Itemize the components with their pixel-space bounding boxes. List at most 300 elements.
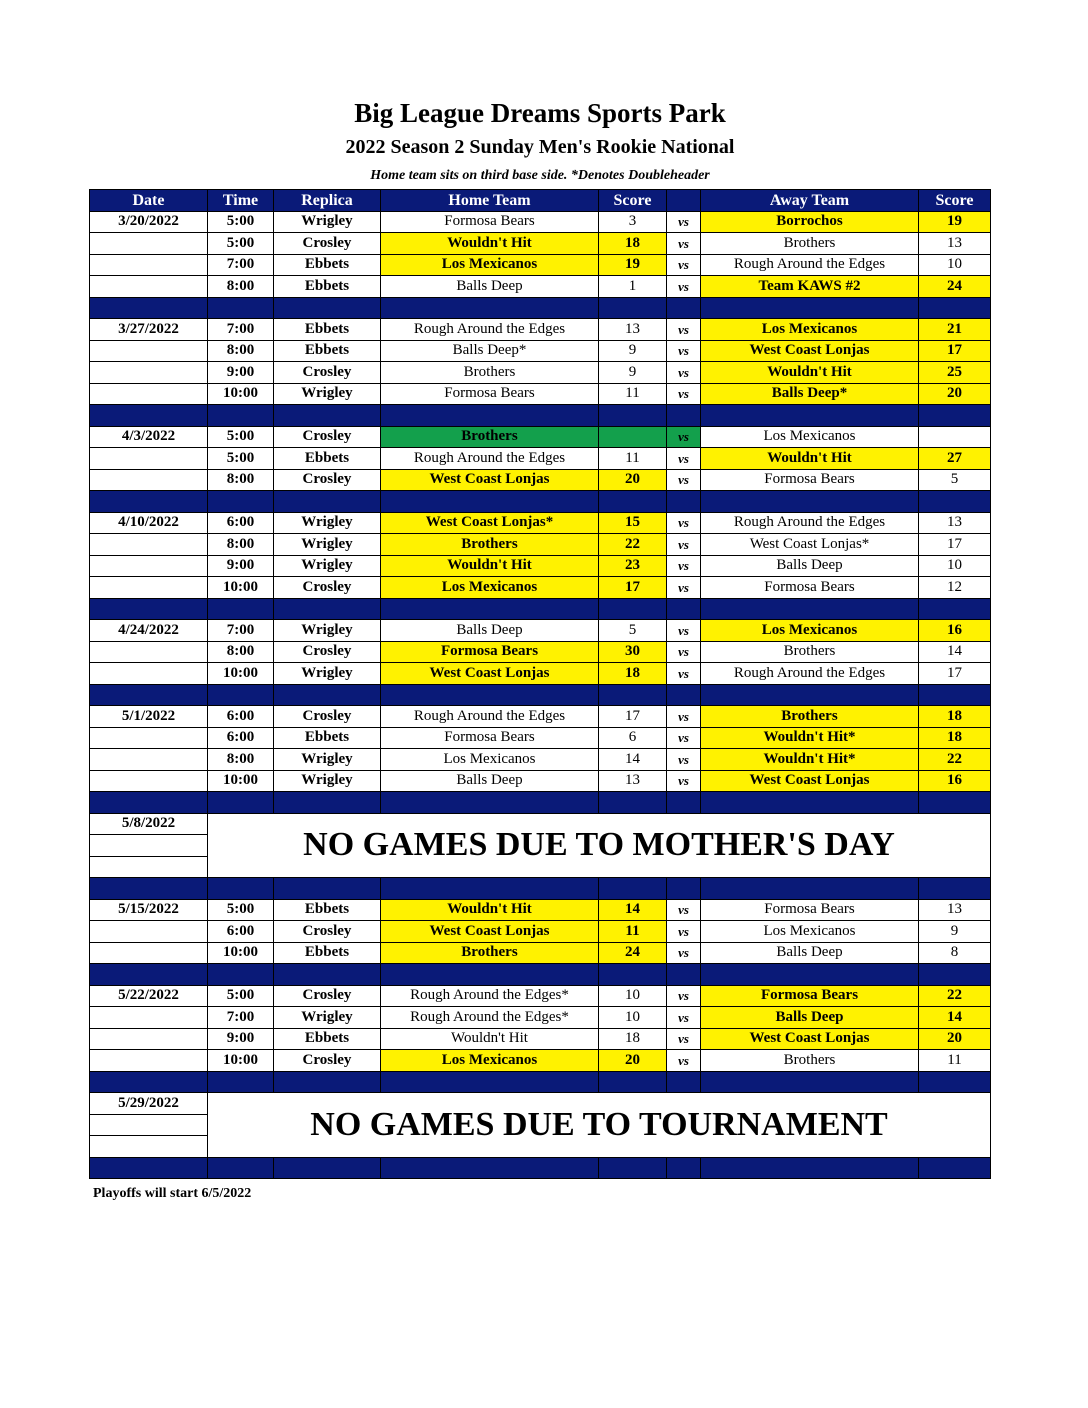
away-team: Rough Around the Edges bbox=[701, 663, 919, 685]
separator-cell bbox=[599, 598, 667, 620]
game-time: 7:00 bbox=[208, 254, 274, 276]
vs-label: vs bbox=[667, 233, 701, 255]
away-score: 13 bbox=[919, 899, 991, 921]
field-name: Crosley bbox=[274, 1050, 381, 1072]
home-score: 11 bbox=[599, 921, 667, 943]
game-time: 6:00 bbox=[208, 706, 274, 728]
away-team: Los Mexicanos bbox=[701, 426, 919, 448]
game-time: 7:00 bbox=[208, 620, 274, 642]
separator-cell bbox=[208, 598, 274, 620]
game-row bbox=[90, 1028, 991, 1050]
away-team: West Coast Lonjas bbox=[701, 340, 919, 362]
home-score: 15 bbox=[599, 512, 667, 534]
week-date: 3/27/2022 bbox=[90, 319, 208, 341]
game-row bbox=[90, 340, 991, 362]
game-time: 6:00 bbox=[208, 921, 274, 943]
vs-label: vs bbox=[667, 534, 701, 556]
vs-label: vs bbox=[667, 899, 701, 921]
away-team: Rough Around the Edges bbox=[701, 512, 919, 534]
game-row bbox=[90, 899, 991, 921]
game-time: 5:00 bbox=[208, 211, 274, 233]
separator-row bbox=[90, 1071, 991, 1093]
game-time: 10:00 bbox=[208, 1050, 274, 1072]
date-cell bbox=[90, 276, 208, 298]
field-name: Ebbets bbox=[274, 340, 381, 362]
field-name: Wrigley bbox=[274, 512, 381, 534]
separator-cell bbox=[208, 405, 274, 427]
away-team: Los Mexicanos bbox=[701, 620, 919, 642]
away-score: 8 bbox=[919, 942, 991, 964]
home-team: Rough Around the Edges* bbox=[381, 985, 599, 1007]
home-score: 14 bbox=[599, 899, 667, 921]
game-row bbox=[90, 426, 991, 448]
home-score: 1 bbox=[599, 276, 667, 298]
separator-cell bbox=[701, 684, 919, 706]
separator-row bbox=[90, 491, 991, 513]
date-cell bbox=[90, 770, 208, 792]
separator-row bbox=[90, 792, 991, 814]
separator-cell bbox=[381, 491, 599, 513]
away-score: 18 bbox=[919, 706, 991, 728]
field-name: Crosley bbox=[274, 362, 381, 384]
vs-label: vs bbox=[667, 211, 701, 233]
field-name: Ebbets bbox=[274, 727, 381, 749]
separator-cell bbox=[274, 598, 381, 620]
away-score: 5 bbox=[919, 469, 991, 491]
home-team: West Coast Lonjas bbox=[381, 921, 599, 943]
game-row bbox=[90, 512, 991, 534]
header-row bbox=[90, 190, 991, 212]
week-date: 5/29/2022 bbox=[90, 1093, 208, 1115]
no-games-notice: NO GAMES DUE TO TOURNAMENT bbox=[208, 1093, 991, 1158]
game-row bbox=[90, 577, 991, 599]
vs-label: vs bbox=[667, 663, 701, 685]
vs-label: vs bbox=[667, 254, 701, 276]
separator-cell bbox=[599, 297, 667, 319]
field-name: Wrigley bbox=[274, 1007, 381, 1029]
separator-cell bbox=[274, 1071, 381, 1093]
away-score: 13 bbox=[919, 233, 991, 255]
field-name: Ebbets bbox=[274, 276, 381, 298]
home-team: Balls Deep* bbox=[381, 340, 599, 362]
game-time: 10:00 bbox=[208, 577, 274, 599]
away-team: Los Mexicanos bbox=[701, 921, 919, 943]
date-cell bbox=[90, 641, 208, 663]
away-score: 16 bbox=[919, 620, 991, 642]
vs-label: vs bbox=[667, 985, 701, 1007]
away-score: 20 bbox=[919, 383, 991, 405]
separator-cell bbox=[919, 684, 991, 706]
separator-cell bbox=[90, 598, 208, 620]
field-name: Crosley bbox=[274, 469, 381, 491]
game-time: 7:00 bbox=[208, 319, 274, 341]
away-team: West Coast Lonjas bbox=[701, 770, 919, 792]
separator-cell bbox=[381, 878, 599, 900]
home-score: 10 bbox=[599, 1007, 667, 1029]
away-team: Balls Deep* bbox=[701, 383, 919, 405]
game-time: 10:00 bbox=[208, 663, 274, 685]
separator-cell bbox=[274, 297, 381, 319]
separator-cell bbox=[919, 1157, 991, 1179]
date-cell bbox=[90, 1136, 208, 1158]
game-row bbox=[90, 469, 991, 491]
vs-label: vs bbox=[667, 276, 701, 298]
separator-cell bbox=[599, 964, 667, 986]
vs-label: vs bbox=[667, 1050, 701, 1072]
separator-cell bbox=[90, 1071, 208, 1093]
home-team: Formosa Bears bbox=[381, 727, 599, 749]
game-time: 5:00 bbox=[208, 233, 274, 255]
separator-cell bbox=[274, 684, 381, 706]
away-score: 9 bbox=[919, 921, 991, 943]
game-row bbox=[90, 362, 991, 384]
home-team: Rough Around the Edges bbox=[381, 319, 599, 341]
game-time: 8:00 bbox=[208, 276, 274, 298]
separator-cell bbox=[274, 878, 381, 900]
away-score: 14 bbox=[919, 641, 991, 663]
date-cell bbox=[90, 555, 208, 577]
column-header: Date bbox=[90, 190, 208, 212]
home-team: Formosa Bears bbox=[381, 641, 599, 663]
separator-cell bbox=[599, 1071, 667, 1093]
separator-cell bbox=[381, 297, 599, 319]
separator-cell bbox=[274, 405, 381, 427]
away-team: Wouldn't Hit bbox=[701, 448, 919, 470]
home-team: Los Mexicanos bbox=[381, 577, 599, 599]
separator-cell bbox=[208, 964, 274, 986]
separator-cell bbox=[667, 297, 701, 319]
away-score: 27 bbox=[919, 448, 991, 470]
date-cell bbox=[90, 448, 208, 470]
separator-cell bbox=[701, 964, 919, 986]
field-name: Wrigley bbox=[274, 770, 381, 792]
home-score: 11 bbox=[599, 448, 667, 470]
home-team: Formosa Bears bbox=[381, 383, 599, 405]
game-row bbox=[90, 276, 991, 298]
home-score: 19 bbox=[599, 254, 667, 276]
page-title: Big League Dreams Sports Park bbox=[354, 98, 726, 128]
away-team: Team KAWS #2 bbox=[701, 276, 919, 298]
home-team: Rough Around the Edges* bbox=[381, 1007, 599, 1029]
date-cell bbox=[90, 749, 208, 771]
schedule-note: Home team sits on third base side. *Denotes Doubleheader bbox=[370, 168, 710, 183]
field-name: Ebbets bbox=[274, 942, 381, 964]
field-name: Ebbets bbox=[274, 899, 381, 921]
away-score: 17 bbox=[919, 663, 991, 685]
game-time: 8:00 bbox=[208, 749, 274, 771]
home-team: West Coast Lonjas bbox=[381, 663, 599, 685]
date-cell bbox=[90, 233, 208, 255]
separator-row bbox=[90, 964, 991, 986]
separator-cell bbox=[599, 491, 667, 513]
field-name: Wrigley bbox=[274, 534, 381, 556]
separator-cell bbox=[90, 297, 208, 319]
field-name: Wrigley bbox=[274, 620, 381, 642]
home-score: 3 bbox=[599, 211, 667, 233]
separator-cell bbox=[274, 491, 381, 513]
game-time: 5:00 bbox=[208, 899, 274, 921]
separator-row bbox=[90, 405, 991, 427]
away-score: 10 bbox=[919, 555, 991, 577]
separator-cell bbox=[919, 1071, 991, 1093]
notice-row bbox=[90, 1093, 991, 1115]
home-score: 13 bbox=[599, 770, 667, 792]
game-row bbox=[90, 770, 991, 792]
home-score: 30 bbox=[599, 641, 667, 663]
date-cell bbox=[90, 835, 208, 857]
separator-cell bbox=[667, 878, 701, 900]
game-row bbox=[90, 921, 991, 943]
vs-label: vs bbox=[667, 319, 701, 341]
separator-cell bbox=[667, 964, 701, 986]
away-score: 22 bbox=[919, 749, 991, 771]
date-cell bbox=[90, 1007, 208, 1029]
separator-cell bbox=[90, 792, 208, 814]
date-cell bbox=[90, 856, 208, 878]
away-team: Rough Around the Edges bbox=[701, 254, 919, 276]
separator-cell bbox=[90, 684, 208, 706]
game-time: 9:00 bbox=[208, 555, 274, 577]
game-time: 8:00 bbox=[208, 340, 274, 362]
game-time: 10:00 bbox=[208, 383, 274, 405]
vs-label: vs bbox=[667, 921, 701, 943]
away-score: 21 bbox=[919, 319, 991, 341]
separator-cell bbox=[701, 878, 919, 900]
week-date: 5/1/2022 bbox=[90, 706, 208, 728]
date-cell bbox=[90, 362, 208, 384]
home-team: Brothers bbox=[381, 362, 599, 384]
separator-cell bbox=[90, 405, 208, 427]
game-time: 9:00 bbox=[208, 362, 274, 384]
separator-cell bbox=[599, 1157, 667, 1179]
week-date: 4/10/2022 bbox=[90, 512, 208, 534]
game-time: 5:00 bbox=[208, 426, 274, 448]
field-name: Wrigley bbox=[274, 749, 381, 771]
column-header: Score bbox=[919, 190, 991, 212]
vs-label: vs bbox=[667, 512, 701, 534]
separator-cell bbox=[919, 405, 991, 427]
game-row bbox=[90, 448, 991, 470]
home-team: West Coast Lonjas* bbox=[381, 512, 599, 534]
field-name: Crosley bbox=[274, 577, 381, 599]
separator-cell bbox=[90, 1157, 208, 1179]
separator-row bbox=[90, 1157, 991, 1179]
home-score: 9 bbox=[599, 340, 667, 362]
separator-cell bbox=[90, 878, 208, 900]
game-row bbox=[90, 534, 991, 556]
away-team: West Coast Lonjas* bbox=[701, 534, 919, 556]
away-score: 20 bbox=[919, 1028, 991, 1050]
away-team: Brothers bbox=[701, 641, 919, 663]
home-score: 9 bbox=[599, 362, 667, 384]
home-score: 18 bbox=[599, 663, 667, 685]
vs-label: vs bbox=[667, 1028, 701, 1050]
column-header: Score bbox=[599, 190, 667, 212]
away-score: 14 bbox=[919, 1007, 991, 1029]
column-header: Replica bbox=[274, 190, 381, 212]
separator-cell bbox=[208, 1071, 274, 1093]
away-team: Wouldn't Hit* bbox=[701, 727, 919, 749]
week-date: 5/22/2022 bbox=[90, 985, 208, 1007]
game-row bbox=[90, 985, 991, 1007]
game-row bbox=[90, 211, 991, 233]
vs-label: vs bbox=[667, 1007, 701, 1029]
home-score: 6 bbox=[599, 727, 667, 749]
away-team: Balls Deep bbox=[701, 1007, 919, 1029]
field-name: Wrigley bbox=[274, 663, 381, 685]
away-team: Balls Deep bbox=[701, 555, 919, 577]
field-name: Crosley bbox=[274, 706, 381, 728]
home-score: 17 bbox=[599, 706, 667, 728]
separator-cell bbox=[599, 878, 667, 900]
date-cell bbox=[90, 469, 208, 491]
separator-row bbox=[90, 684, 991, 706]
page-subtitle: 2022 Season 2 Sunday Men's Rookie National bbox=[345, 136, 735, 158]
separator-cell bbox=[381, 964, 599, 986]
home-team: Rough Around the Edges bbox=[381, 706, 599, 728]
game-row bbox=[90, 727, 991, 749]
date-cell bbox=[90, 577, 208, 599]
away-score: 17 bbox=[919, 340, 991, 362]
home-score: 20 bbox=[599, 1050, 667, 1072]
game-row bbox=[90, 663, 991, 685]
separator-cell bbox=[667, 405, 701, 427]
game-row bbox=[90, 1050, 991, 1072]
separator-cell bbox=[208, 1157, 274, 1179]
separator-cell bbox=[667, 1157, 701, 1179]
away-team: Brothers bbox=[701, 1050, 919, 1072]
field-name: Ebbets bbox=[274, 1028, 381, 1050]
home-team: Brothers bbox=[381, 534, 599, 556]
vs-label: vs bbox=[667, 577, 701, 599]
game-time: 10:00 bbox=[208, 770, 274, 792]
field-name: Ebbets bbox=[274, 448, 381, 470]
home-score: 10 bbox=[599, 985, 667, 1007]
separator-cell bbox=[667, 1071, 701, 1093]
game-row bbox=[90, 254, 991, 276]
away-score: 16 bbox=[919, 770, 991, 792]
footer-note: Playoffs will start 6/5/2022 bbox=[93, 1186, 252, 1201]
separator-cell bbox=[381, 598, 599, 620]
home-team: West Coast Lonjas bbox=[381, 469, 599, 491]
game-time: 8:00 bbox=[208, 534, 274, 556]
date-cell bbox=[90, 942, 208, 964]
separator-cell bbox=[701, 491, 919, 513]
separator-row bbox=[90, 598, 991, 620]
away-team: Formosa Bears bbox=[701, 577, 919, 599]
separator-cell bbox=[274, 1157, 381, 1179]
vs-label: vs bbox=[667, 641, 701, 663]
separator-cell bbox=[599, 792, 667, 814]
separator-cell bbox=[701, 1157, 919, 1179]
game-time: 5:00 bbox=[208, 985, 274, 1007]
home-team: Balls Deep bbox=[381, 770, 599, 792]
separator-cell bbox=[208, 878, 274, 900]
vs-label: vs bbox=[667, 448, 701, 470]
game-time: 9:00 bbox=[208, 1028, 274, 1050]
separator-cell bbox=[919, 878, 991, 900]
away-score: 18 bbox=[919, 727, 991, 749]
separator-cell bbox=[667, 491, 701, 513]
game-row bbox=[90, 620, 991, 642]
away-score: 19 bbox=[919, 211, 991, 233]
vs-label: vs bbox=[667, 426, 701, 448]
schedule-table bbox=[89, 189, 991, 1179]
game-time: 6:00 bbox=[208, 727, 274, 749]
separator-row bbox=[90, 878, 991, 900]
separator-cell bbox=[599, 405, 667, 427]
separator-cell bbox=[919, 964, 991, 986]
date-cell bbox=[90, 1114, 208, 1136]
separator-cell bbox=[381, 1157, 599, 1179]
vs-label: vs bbox=[667, 362, 701, 384]
separator-cell bbox=[274, 792, 381, 814]
separator-cell bbox=[208, 297, 274, 319]
away-team: Los Mexicanos bbox=[701, 319, 919, 341]
field-name: Wrigley bbox=[274, 383, 381, 405]
date-cell bbox=[90, 1050, 208, 1072]
home-score bbox=[599, 426, 667, 448]
separator-cell bbox=[701, 1071, 919, 1093]
field-name: Ebbets bbox=[274, 254, 381, 276]
game-time: 7:00 bbox=[208, 1007, 274, 1029]
separator-cell bbox=[208, 792, 274, 814]
separator-cell bbox=[90, 964, 208, 986]
away-score bbox=[919, 426, 991, 448]
away-team: Brothers bbox=[701, 233, 919, 255]
field-name: Crosley bbox=[274, 426, 381, 448]
separator-cell bbox=[90, 491, 208, 513]
home-score: 18 bbox=[599, 233, 667, 255]
game-row bbox=[90, 942, 991, 964]
vs-label: vs bbox=[667, 620, 701, 642]
home-team: Los Mexicanos bbox=[381, 254, 599, 276]
vs-label: vs bbox=[667, 749, 701, 771]
separator-cell bbox=[701, 598, 919, 620]
column-header bbox=[667, 190, 701, 212]
home-team: Los Mexicanos bbox=[381, 1050, 599, 1072]
week-date: 5/15/2022 bbox=[90, 899, 208, 921]
game-time: 6:00 bbox=[208, 512, 274, 534]
game-row bbox=[90, 555, 991, 577]
home-team: Wouldn't Hit bbox=[381, 899, 599, 921]
away-team: Balls Deep bbox=[701, 942, 919, 964]
away-score: 22 bbox=[919, 985, 991, 1007]
date-cell bbox=[90, 254, 208, 276]
separator-cell bbox=[381, 405, 599, 427]
home-team: Balls Deep bbox=[381, 276, 599, 298]
separator-cell bbox=[919, 792, 991, 814]
home-team: Brothers bbox=[381, 426, 599, 448]
away-team: Wouldn't Hit* bbox=[701, 749, 919, 771]
column-header: Time bbox=[208, 190, 274, 212]
date-cell bbox=[90, 534, 208, 556]
vs-label: vs bbox=[667, 706, 701, 728]
away-team: Formosa Bears bbox=[701, 985, 919, 1007]
separator-cell bbox=[919, 297, 991, 319]
notice-row bbox=[90, 813, 991, 835]
vs-label: vs bbox=[667, 942, 701, 964]
week-date: 3/20/2022 bbox=[90, 211, 208, 233]
separator-row bbox=[90, 297, 991, 319]
home-team: Balls Deep bbox=[381, 620, 599, 642]
separator-cell bbox=[667, 792, 701, 814]
game-row bbox=[90, 706, 991, 728]
game-row bbox=[90, 749, 991, 771]
home-team: Wouldn't Hit bbox=[381, 555, 599, 577]
home-score: 17 bbox=[599, 577, 667, 599]
date-cell bbox=[90, 921, 208, 943]
